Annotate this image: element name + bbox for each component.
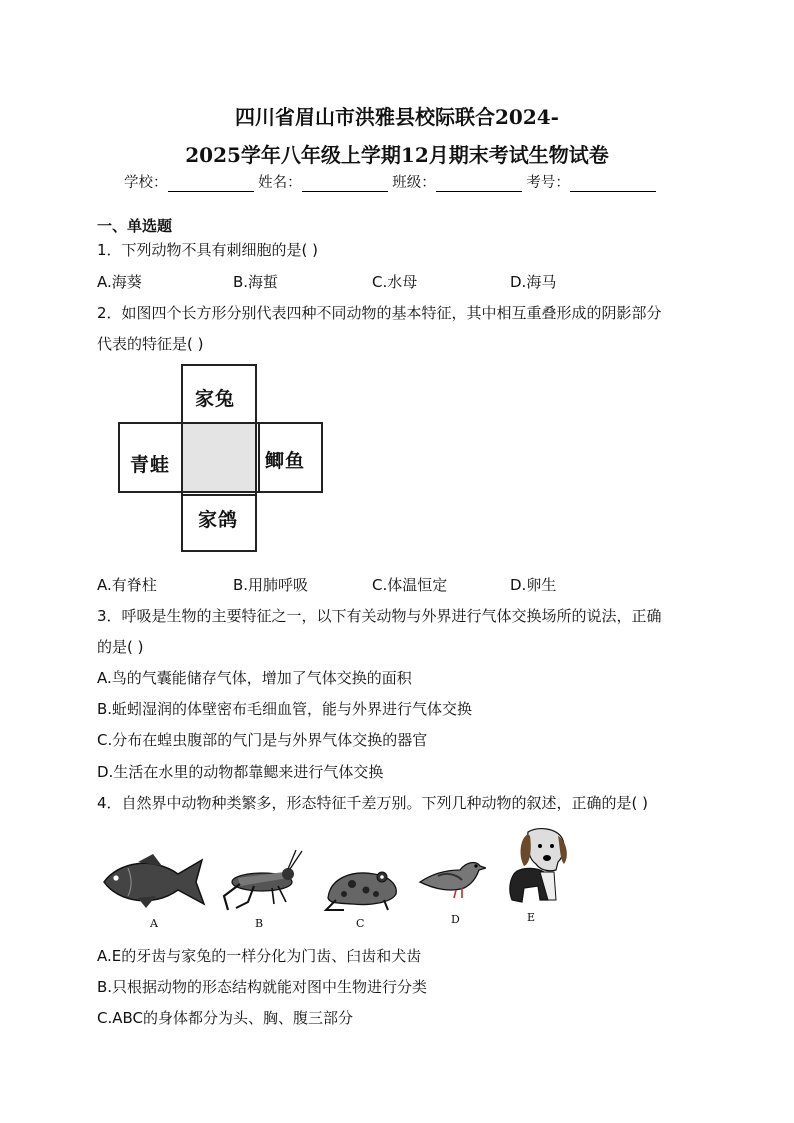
q3-option-b[interactable]: B.蚯蚓湿润的体壁密布毛细血管，能与外界进行气体交换 <box>97 700 473 718</box>
q1-option-c[interactable]: C.水母 <box>372 273 418 291</box>
section-heading: 一、单选题 <box>97 217 173 235</box>
figure-label-c: C <box>356 917 365 930</box>
q1-option-a[interactable]: A.海葵 <box>97 273 142 291</box>
name-blank[interactable] <box>302 175 388 192</box>
q1-option-d[interactable]: D.海马 <box>510 273 557 291</box>
fish-image <box>98 852 208 912</box>
q2-option-b[interactable]: B.用肺呼吸 <box>233 576 309 594</box>
grasshopper-image <box>218 848 304 914</box>
dog-image <box>500 826 574 906</box>
number-label: 考号： <box>526 175 570 191</box>
q3-stem-line2: 的是( ) <box>97 638 144 656</box>
pigeon-image <box>416 848 486 900</box>
overlap-border <box>181 422 257 493</box>
school-label: 学校： <box>124 175 168 191</box>
figure-label-b: B <box>255 917 264 930</box>
label-frog: 青蛙 <box>130 454 171 476</box>
name-label: 姓名： <box>258 175 302 191</box>
q4-option-b[interactable]: B.只根据动物的形态结构就能对图中生物进行分类 <box>97 978 428 996</box>
school-blank[interactable] <box>168 175 254 192</box>
q2-option-d[interactable]: D.卵生 <box>510 576 557 594</box>
student-info-line <box>124 171 656 192</box>
q1-stem: 1．下列动物不具有刺细胞的是( ) <box>97 241 319 259</box>
figure-label-a: A <box>150 917 158 930</box>
label-fish: 鲫鱼 <box>265 450 306 472</box>
label-rabbit: 家兔 <box>195 388 236 410</box>
q2-stem-line2: 代表的特征是( ) <box>97 335 204 353</box>
q3-option-c[interactable]: C.分布在蝗虫腹部的气门是与外界气体交换的器官 <box>97 731 428 749</box>
exam-title-line2: 2025学年八年级上学期12月期末考试生物试卷 <box>185 143 609 167</box>
frog-image <box>322 860 402 912</box>
figure-label-d: D <box>451 913 460 926</box>
q2-stem-line1: 2．如图四个长方形分别代表四种不同动物的基本特征，其中相互重叠形成的阴影部分 <box>97 304 662 322</box>
q3-option-d[interactable]: D.生活在水里的动物都靠鳃来进行气体交换 <box>97 763 384 781</box>
q4-option-c[interactable]: C.ABC的身体都分为头、胸、腹三部分 <box>97 1009 354 1027</box>
q3-stem-line1: 3．呼吸是生物的主要特征之一，以下有关动物与外界进行气体交换场所的说法，正确 <box>97 607 662 625</box>
q3-option-a[interactable]: A.鸟的气囊能储存气体，增加了气体交换的面积 <box>97 669 412 687</box>
q1-option-b[interactable]: B.海蜇 <box>233 273 279 291</box>
class-blank[interactable] <box>436 175 522 192</box>
figure-label-e: E <box>527 911 536 924</box>
exam-title-line1: 四川省眉山市洪雅县校际联合2024- <box>235 105 559 129</box>
q4-option-a[interactable]: A.E的牙齿与家兔的一样分化为门齿、臼齿和犬齿 <box>97 947 422 965</box>
class-label: 班级： <box>392 175 436 191</box>
q2-option-c[interactable]: C.体温恒定 <box>372 576 448 594</box>
q2-option-a[interactable]: A.有脊柱 <box>97 576 157 594</box>
q4-stem: 4．自然界中动物种类繁多，形态特征千差万别。下列几种动物的叙述，正确的是( ) <box>97 794 649 812</box>
label-pigeon: 家鸽 <box>198 509 239 531</box>
number-blank[interactable] <box>570 175 656 192</box>
